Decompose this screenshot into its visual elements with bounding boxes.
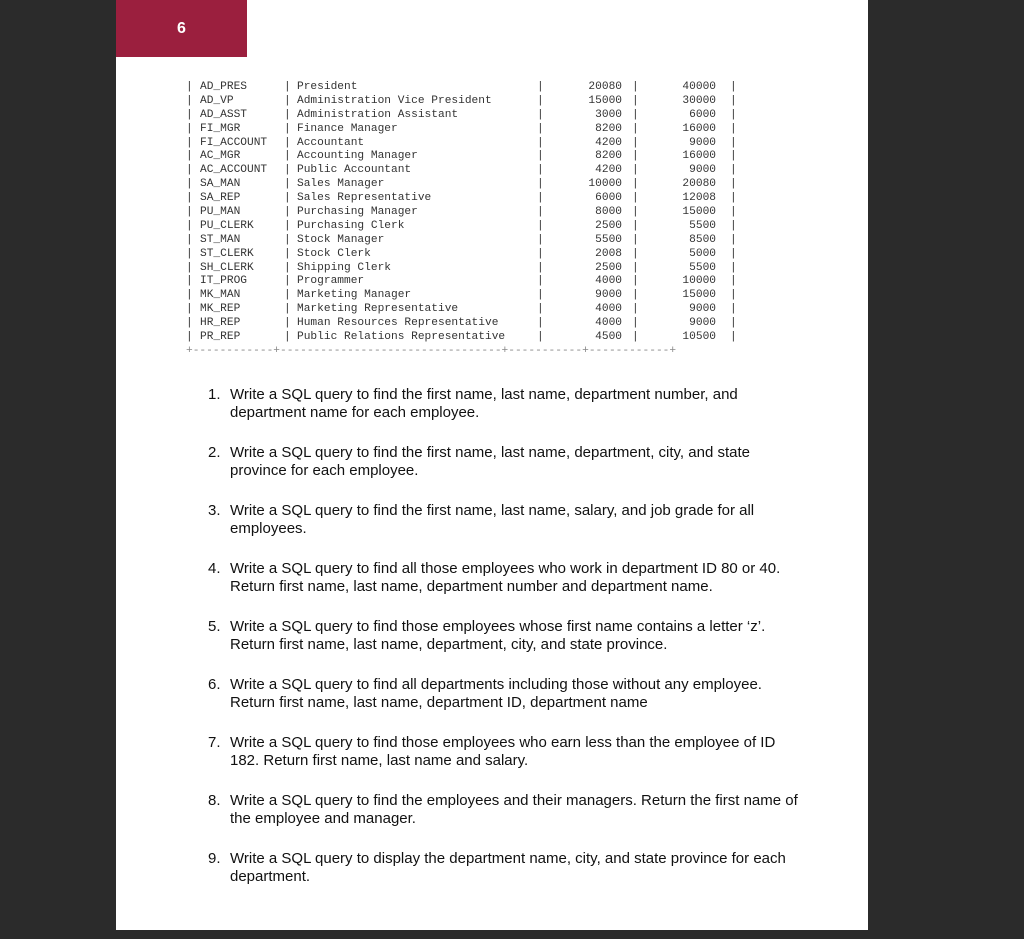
table-cell: Programmer bbox=[297, 275, 365, 288]
table-cell: 5500 bbox=[689, 219, 716, 232]
question-text: Write a SQL query to find all those employees who work in department ID 80 or 40. Return first name, last name, department number and department name. bbox=[230, 560, 781, 595]
table-row bbox=[186, 150, 737, 164]
table-cell: Marketing Manager bbox=[297, 289, 412, 302]
table-cell: Accountant bbox=[297, 136, 365, 149]
table-row bbox=[186, 136, 737, 151]
table-cell: FI_MGR bbox=[200, 122, 241, 135]
column-separator: | bbox=[632, 206, 639, 219]
table-cell: 15000 bbox=[588, 94, 622, 107]
column-separator: | bbox=[186, 289, 193, 302]
question-number: 1. bbox=[208, 386, 221, 403]
table-cell: 9000 bbox=[689, 303, 716, 316]
table-row bbox=[186, 108, 737, 123]
table-cell: 9000 bbox=[689, 164, 716, 177]
question-number: 2. bbox=[208, 444, 221, 461]
column-separator: | bbox=[730, 233, 737, 246]
table-row bbox=[186, 275, 737, 289]
column-separator: | bbox=[537, 178, 544, 191]
table-cell: PR_REP bbox=[200, 331, 241, 344]
table-row bbox=[186, 317, 737, 331]
table-cell: 40000 bbox=[682, 81, 716, 93]
column-separator: | bbox=[284, 289, 291, 302]
table-cell: 6000 bbox=[689, 108, 716, 121]
column-separator: | bbox=[186, 178, 193, 191]
table-cell: 9000 bbox=[595, 289, 622, 302]
column-separator: | bbox=[632, 136, 639, 149]
column-separator: | bbox=[730, 247, 737, 260]
question-text: Write a SQL query to find the first name, last name, department number, and department name for each employee. bbox=[230, 386, 738, 421]
column-separator: | bbox=[537, 289, 544, 302]
column-separator: | bbox=[186, 81, 193, 93]
column-separator: | bbox=[730, 317, 737, 330]
table-row bbox=[186, 94, 737, 109]
table-cell: SH_CLERK bbox=[200, 261, 254, 274]
column-separator: | bbox=[632, 108, 639, 121]
column-separator: | bbox=[186, 206, 193, 219]
column-separator: | bbox=[284, 108, 291, 121]
table-cell: AD_ASST bbox=[200, 108, 247, 121]
column-separator: | bbox=[632, 150, 639, 163]
table-cell: 5000 bbox=[689, 247, 716, 260]
question-item bbox=[208, 502, 808, 538]
table-cell: ST_MAN bbox=[200, 233, 241, 246]
table-cell: Shipping Clerk bbox=[297, 261, 391, 274]
table-cell: Stock Manager bbox=[297, 233, 385, 246]
column-separator: | bbox=[632, 81, 639, 93]
table-cell: ST_CLERK bbox=[200, 247, 254, 260]
table-cell: 10500 bbox=[682, 331, 716, 344]
table-cell: 4000 bbox=[595, 275, 622, 288]
column-separator: | bbox=[537, 317, 544, 330]
table-cell: AD_VP bbox=[200, 94, 234, 107]
column-separator: | bbox=[730, 261, 737, 274]
question-item bbox=[208, 618, 808, 654]
table-row bbox=[186, 164, 737, 178]
question-text: Write a SQL query to find those employees who earn less than the employee of ID 182. Return first name, last name and salary. bbox=[230, 734, 776, 769]
question-number: 8. bbox=[208, 792, 221, 809]
column-separator: | bbox=[632, 247, 639, 260]
table-cell: Accounting Manager bbox=[297, 150, 418, 163]
column-separator: | bbox=[632, 317, 639, 330]
table-row bbox=[186, 233, 737, 248]
table-cell: 20080 bbox=[682, 178, 716, 191]
table-cell: 9000 bbox=[689, 317, 716, 330]
table-cell: PU_MAN bbox=[200, 206, 241, 219]
table-cell: Marketing Representative bbox=[297, 303, 459, 316]
table-cell: 8200 bbox=[595, 150, 622, 163]
column-separator: | bbox=[632, 275, 639, 288]
table-cell: HR_REP bbox=[200, 317, 241, 330]
table-row bbox=[186, 331, 737, 345]
table-cell: 3000 bbox=[595, 108, 622, 121]
column-separator: | bbox=[537, 94, 544, 107]
column-separator: | bbox=[186, 233, 193, 246]
column-separator: | bbox=[186, 219, 193, 232]
table-cell: 4200 bbox=[595, 136, 622, 149]
column-separator: | bbox=[632, 178, 639, 191]
question-text: Write a SQL query to find those employees whose first name contains a letter ‘z’. Return first name, last name, department, city, and state province. bbox=[230, 618, 766, 653]
column-separator: | bbox=[537, 219, 544, 232]
table-bottom-border: +------------+---------------------------------+-----------+------------+ bbox=[186, 344, 677, 357]
question-text: Write a SQL query to display the department name, city, and state province for each department. bbox=[230, 850, 786, 885]
table-cell: Sales Manager bbox=[297, 178, 385, 191]
column-separator: | bbox=[186, 331, 193, 344]
column-separator: | bbox=[537, 233, 544, 246]
column-separator: | bbox=[284, 192, 291, 205]
column-separator: | bbox=[537, 108, 544, 121]
table-cell: AC_MGR bbox=[200, 150, 241, 163]
table-row bbox=[186, 289, 737, 303]
column-separator: | bbox=[632, 192, 639, 205]
question-number: 9. bbox=[208, 850, 221, 867]
table-cell: IT_PROG bbox=[200, 275, 247, 288]
table-row bbox=[186, 206, 737, 220]
column-separator: | bbox=[186, 261, 193, 274]
table-row bbox=[186, 247, 737, 262]
table-cell: 4000 bbox=[595, 317, 622, 330]
column-separator: | bbox=[186, 108, 193, 121]
column-separator: | bbox=[284, 331, 291, 344]
table-cell: Sales Representative bbox=[297, 192, 432, 205]
column-separator: | bbox=[632, 233, 639, 246]
column-separator: | bbox=[284, 81, 291, 93]
column-separator: | bbox=[186, 136, 193, 149]
table-cell: 2008 bbox=[595, 247, 622, 260]
column-separator: | bbox=[730, 178, 737, 191]
column-separator: | bbox=[284, 247, 291, 260]
column-separator: | bbox=[284, 178, 291, 191]
column-separator: | bbox=[730, 289, 737, 302]
question-item bbox=[208, 676, 808, 712]
column-separator: | bbox=[284, 303, 291, 316]
question-text: Write a SQL query to find the first name, last name, salary, and job grade for all employees. bbox=[230, 502, 755, 537]
column-separator: | bbox=[186, 94, 193, 107]
table-row bbox=[186, 303, 737, 317]
column-separator: | bbox=[186, 192, 193, 205]
table-cell: Administration Assistant bbox=[297, 108, 459, 121]
column-separator: | bbox=[730, 303, 737, 316]
table-cell: MK_MAN bbox=[200, 289, 241, 302]
jobs-table bbox=[186, 81, 737, 359]
column-separator: | bbox=[284, 219, 291, 232]
question-item bbox=[208, 792, 808, 828]
table-cell: Administration Vice President bbox=[297, 94, 492, 107]
question-item bbox=[208, 386, 808, 422]
question-text: Write a SQL query to find all departments including those without any employee. Return first name, last name, department ID, department name bbox=[230, 676, 762, 711]
column-separator: | bbox=[186, 247, 193, 260]
table-row bbox=[186, 178, 737, 192]
column-separator: | bbox=[730, 108, 737, 121]
table-cell: 10000 bbox=[588, 178, 622, 191]
table-cell: SA_MAN bbox=[200, 178, 241, 191]
column-separator: | bbox=[186, 303, 193, 316]
table-cell: Public Accountant bbox=[297, 164, 412, 177]
question-item bbox=[208, 734, 808, 770]
column-separator: | bbox=[284, 233, 291, 246]
question-text: Write a SQL query to find the first name, last name, department, city, and state province for each employee. bbox=[230, 444, 750, 479]
table-row bbox=[186, 192, 737, 206]
column-separator: | bbox=[284, 150, 291, 163]
column-separator: | bbox=[730, 150, 737, 163]
column-separator: | bbox=[730, 122, 737, 135]
question-item bbox=[208, 560, 808, 596]
column-separator: | bbox=[284, 136, 291, 149]
table-cell: 16000 bbox=[682, 122, 716, 135]
column-separator: | bbox=[284, 317, 291, 330]
document-page bbox=[116, 0, 868, 930]
column-separator: | bbox=[186, 317, 193, 330]
column-separator: | bbox=[284, 164, 291, 177]
question-item bbox=[208, 444, 808, 480]
table-row bbox=[186, 261, 737, 276]
page-number: 6 bbox=[177, 19, 186, 37]
question-number: 4. bbox=[208, 560, 221, 577]
table-cell: 2500 bbox=[595, 219, 622, 232]
column-separator: | bbox=[730, 275, 737, 288]
table-cell: Purchasing Manager bbox=[297, 206, 418, 219]
column-separator: | bbox=[632, 289, 639, 302]
table-cell: FI_ACCOUNT bbox=[200, 136, 268, 149]
table-cell: Public Relations Representative bbox=[297, 331, 506, 344]
column-separator: | bbox=[537, 136, 544, 149]
table-cell: 10000 bbox=[682, 275, 716, 288]
table-cell: President bbox=[297, 81, 358, 93]
column-separator: | bbox=[284, 122, 291, 135]
column-separator: | bbox=[537, 303, 544, 316]
column-separator: | bbox=[730, 331, 737, 344]
table-cell: Human Resources Representative bbox=[297, 317, 499, 330]
column-separator: | bbox=[632, 331, 639, 344]
column-separator: | bbox=[537, 81, 544, 93]
column-separator: | bbox=[284, 206, 291, 219]
column-separator: | bbox=[284, 94, 291, 107]
column-separator: | bbox=[730, 219, 737, 232]
question-number: 6. bbox=[208, 676, 221, 693]
table-cell: 30000 bbox=[682, 94, 716, 107]
column-separator: | bbox=[730, 136, 737, 149]
table-row bbox=[186, 219, 737, 234]
column-separator: | bbox=[537, 150, 544, 163]
question-number: 3. bbox=[208, 502, 221, 519]
table-cell: 4500 bbox=[595, 331, 622, 344]
column-separator: | bbox=[537, 275, 544, 288]
table-cell: 4200 bbox=[595, 164, 622, 177]
table-cell: Finance Manager bbox=[297, 122, 398, 135]
table-cell: 20080 bbox=[588, 81, 622, 93]
table-cell: 9000 bbox=[689, 136, 716, 149]
table-cell: AD_PRES bbox=[200, 81, 247, 93]
table-cell: AC_ACCOUNT bbox=[200, 164, 268, 177]
table-cell: Stock Clerk bbox=[297, 247, 371, 260]
table-cell: SA_REP bbox=[200, 192, 241, 205]
column-separator: | bbox=[537, 331, 544, 344]
table-cell: 15000 bbox=[682, 289, 716, 302]
column-separator: | bbox=[730, 94, 737, 107]
question-item bbox=[208, 850, 808, 886]
table-cell: 8500 bbox=[689, 233, 716, 246]
question-text: Write a SQL query to find the employees and their managers. Return the first name of the employee and manager. bbox=[230, 792, 798, 827]
column-separator: | bbox=[537, 261, 544, 274]
column-separator: | bbox=[186, 164, 193, 177]
table-cell: 12008 bbox=[682, 192, 716, 205]
question-number: 7. bbox=[208, 734, 221, 751]
column-separator: | bbox=[284, 275, 291, 288]
column-separator: | bbox=[730, 206, 737, 219]
column-separator: | bbox=[186, 122, 193, 135]
column-separator: | bbox=[186, 150, 193, 163]
table-cell: Purchasing Clerk bbox=[297, 219, 405, 232]
column-separator: | bbox=[730, 164, 737, 177]
table-cell: MK_REP bbox=[200, 303, 241, 316]
table-cell: 8000 bbox=[595, 206, 622, 219]
table-cell: 15000 bbox=[682, 206, 716, 219]
column-separator: | bbox=[730, 192, 737, 205]
table-row bbox=[186, 81, 737, 95]
column-separator: | bbox=[537, 192, 544, 205]
question-list bbox=[208, 386, 808, 908]
table-cell: PU_CLERK bbox=[200, 219, 254, 232]
column-separator: | bbox=[537, 206, 544, 219]
table-cell: 5500 bbox=[595, 233, 622, 246]
column-separator: | bbox=[284, 261, 291, 274]
table-cell: 8200 bbox=[595, 122, 622, 135]
column-separator: | bbox=[632, 219, 639, 232]
table-cell: 2500 bbox=[595, 261, 622, 274]
table-row bbox=[186, 122, 737, 137]
column-separator: | bbox=[537, 247, 544, 260]
column-separator: | bbox=[186, 275, 193, 288]
column-separator: | bbox=[537, 122, 544, 135]
page-number-badge bbox=[116, 0, 247, 57]
column-separator: | bbox=[632, 164, 639, 177]
table-cell: 16000 bbox=[682, 150, 716, 163]
column-separator: | bbox=[632, 303, 639, 316]
table-cell: 6000 bbox=[595, 192, 622, 205]
table-cell: 4000 bbox=[595, 303, 622, 316]
column-separator: | bbox=[632, 261, 639, 274]
column-separator: | bbox=[632, 122, 639, 135]
column-separator: | bbox=[537, 164, 544, 177]
column-separator: | bbox=[632, 94, 639, 107]
question-number: 5. bbox=[208, 618, 221, 635]
table-cell: 5500 bbox=[689, 261, 716, 274]
column-separator: | bbox=[730, 81, 737, 93]
